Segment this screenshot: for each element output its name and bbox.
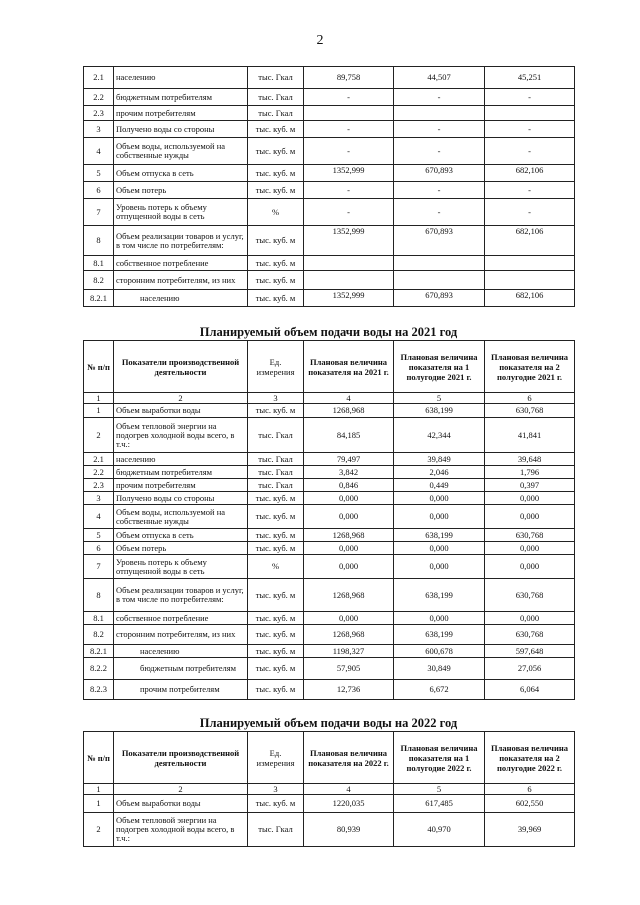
row-indicator: Объем воды, используемой на собственные нужды bbox=[114, 138, 248, 165]
row-indicator: Объем отпуска в сеть bbox=[114, 529, 248, 542]
row-value-h2: 39,648 bbox=[485, 453, 575, 466]
row-value-year: 1352,999 bbox=[304, 226, 394, 256]
header-number: № п/п bbox=[84, 732, 114, 784]
row-number: 2.3 bbox=[84, 106, 114, 121]
row-value-h1 bbox=[394, 106, 485, 121]
row-value-h2: 0,000 bbox=[485, 542, 575, 555]
row-value-h2: 45,251 bbox=[485, 67, 575, 89]
row-number: 2.1 bbox=[84, 67, 114, 89]
row-unit: тыс. куб. м bbox=[248, 182, 304, 199]
row-value-h2: - bbox=[485, 121, 575, 138]
row-indicator: населению bbox=[114, 290, 248, 307]
table-row bbox=[84, 256, 575, 271]
header-plan-year: Плановая величина показателя на 2021 г. bbox=[304, 341, 394, 393]
row-value-h1: 40,970 bbox=[394, 813, 485, 847]
row-unit: тыс. куб. м bbox=[248, 680, 304, 700]
row-number: 8 bbox=[84, 226, 114, 256]
row-value-h2: 0,000 bbox=[485, 505, 575, 529]
row-value-h1: - bbox=[394, 182, 485, 199]
row-number: 2 bbox=[84, 418, 114, 453]
header-indicator: Показатели производственной деятельности bbox=[114, 732, 248, 784]
row-value-h1: 30,849 bbox=[394, 658, 485, 680]
row-value-h2: 1,796 bbox=[485, 466, 575, 479]
row-value-h1: 0,000 bbox=[394, 505, 485, 529]
row-unit: тыс. куб. м bbox=[248, 290, 304, 307]
row-value-year bbox=[304, 256, 394, 271]
row-value-h1: 0,000 bbox=[394, 612, 485, 625]
row-number: 6 bbox=[84, 542, 114, 555]
row-value-year: 1352,999 bbox=[304, 290, 394, 307]
table-row bbox=[84, 645, 575, 658]
header-number: № п/п bbox=[84, 341, 114, 393]
table-row bbox=[84, 795, 575, 813]
row-value-h2: - bbox=[485, 138, 575, 165]
section-title-2022: Планируемый объем подачи воды на 2022 год bbox=[199, 716, 458, 730]
row-indicator: прочим потребителям bbox=[114, 680, 248, 700]
row-number: 1 bbox=[84, 795, 114, 813]
row-value-year: 1198,327 bbox=[304, 645, 394, 658]
row-value-h1: 638,199 bbox=[394, 625, 485, 645]
row-value-h1: 638,199 bbox=[394, 579, 485, 612]
header-unit: Ед. измерения bbox=[248, 341, 304, 393]
row-unit: тыс. куб. м bbox=[248, 505, 304, 529]
row-unit: % bbox=[248, 199, 304, 226]
table-row bbox=[84, 418, 575, 453]
row-unit: тыс. куб. м bbox=[248, 579, 304, 612]
row-value-h1: 600,678 bbox=[394, 645, 485, 658]
col-number: 6 bbox=[485, 784, 575, 795]
row-indicator: Объем воды, используемой на собственные нужды bbox=[114, 505, 248, 529]
row-value-year: 57,905 bbox=[304, 658, 394, 680]
row-indicator: Получено воды со стороны bbox=[114, 121, 248, 138]
row-value-h2: 602,550 bbox=[485, 795, 575, 813]
row-number: 8.2.2 bbox=[84, 658, 114, 680]
row-indicator: населению bbox=[114, 67, 248, 89]
row-indicator: Объем тепловой энергии на подогрев холодной воды всего, в т.ч.: bbox=[114, 813, 248, 847]
row-value-h1 bbox=[394, 271, 485, 290]
row-value-h1: 44,507 bbox=[394, 67, 485, 89]
row-unit: тыс. куб. м bbox=[248, 645, 304, 658]
row-unit: тыс. Гкал bbox=[248, 418, 304, 453]
row-value-h2: 41,841 bbox=[485, 418, 575, 453]
row-number: 2.2 bbox=[84, 89, 114, 106]
row-value-h1: - bbox=[394, 199, 485, 226]
row-value-year: 1268,968 bbox=[304, 404, 394, 418]
row-value-year: 12,736 bbox=[304, 680, 394, 700]
row-number: 8.2 bbox=[84, 271, 114, 290]
table-row bbox=[84, 555, 575, 579]
table-row bbox=[84, 182, 575, 199]
row-value-h2: 39,969 bbox=[485, 813, 575, 847]
row-value-h2 bbox=[485, 256, 575, 271]
table-row bbox=[84, 466, 575, 479]
row-value-h2: 682,106 bbox=[485, 290, 575, 307]
table-2022 bbox=[83, 731, 575, 847]
row-value-year: 3,842 bbox=[304, 466, 394, 479]
row-number: 4 bbox=[84, 505, 114, 529]
row-indicator: Объем реализации товаров и услуг, в том числе по потребителям: bbox=[114, 226, 248, 256]
row-indicator: бюджетным потребителям bbox=[114, 658, 248, 680]
row-number: 3 bbox=[84, 492, 114, 505]
row-value-year: 0,000 bbox=[304, 555, 394, 579]
col-number: 3 bbox=[248, 393, 304, 404]
row-value-year: - bbox=[304, 121, 394, 138]
row-unit: тыс. куб. м bbox=[248, 256, 304, 271]
row-value-h1: 670,893 bbox=[394, 290, 485, 307]
table-row bbox=[84, 290, 575, 307]
row-value-h2 bbox=[485, 271, 575, 290]
row-value-year: 1268,968 bbox=[304, 529, 394, 542]
row-unit: тыс. куб. м bbox=[248, 226, 304, 256]
table-row bbox=[84, 165, 575, 182]
row-unit: тыс. Гкал bbox=[248, 479, 304, 492]
row-number: 8 bbox=[84, 579, 114, 612]
row-value-h2: - bbox=[485, 199, 575, 226]
row-indicator: Объем потерь bbox=[114, 182, 248, 199]
row-indicator: сторонним потребителям, из них bbox=[114, 625, 248, 645]
col-number: 1 bbox=[84, 784, 114, 795]
row-value-h1: 0,000 bbox=[394, 492, 485, 505]
row-value-year: 0,000 bbox=[304, 542, 394, 555]
col-number: 4 bbox=[304, 784, 394, 795]
row-value-year: 0,000 bbox=[304, 505, 394, 529]
col-number: 3 bbox=[248, 784, 304, 795]
row-value-h1: 39,849 bbox=[394, 453, 485, 466]
row-value-h2: 682,106 bbox=[485, 226, 575, 256]
table-row bbox=[84, 199, 575, 226]
row-value-h1: 670,893 bbox=[394, 226, 485, 256]
section-title-2021: Планируемый объем подачи воды на 2021 год bbox=[199, 325, 458, 339]
row-unit: тыс. куб. м bbox=[248, 658, 304, 680]
row-indicator: бюджетным потребителям bbox=[114, 89, 248, 106]
table-row bbox=[84, 658, 575, 680]
row-value-h2: 630,768 bbox=[485, 625, 575, 645]
row-value-h2: 682,106 bbox=[485, 165, 575, 182]
row-value-h1: - bbox=[394, 121, 485, 138]
row-value-year: 1268,968 bbox=[304, 625, 394, 645]
row-value-h1: - bbox=[394, 138, 485, 165]
row-number: 6 bbox=[84, 182, 114, 199]
row-value-h1: 42,344 bbox=[394, 418, 485, 453]
table-row bbox=[84, 542, 575, 555]
row-value-year: 1220,035 bbox=[304, 795, 394, 813]
row-value-year: 1352,999 bbox=[304, 165, 394, 182]
row-unit: тыс. Гкал bbox=[248, 466, 304, 479]
row-unit: тыс. Гкал bbox=[248, 67, 304, 89]
row-value-year: 89,758 bbox=[304, 67, 394, 89]
row-value-year: 84,185 bbox=[304, 418, 394, 453]
table-row bbox=[84, 404, 575, 418]
row-value-h1: 0,000 bbox=[394, 542, 485, 555]
table-row bbox=[84, 138, 575, 165]
row-value-year: 0,000 bbox=[304, 492, 394, 505]
col-number: 5 bbox=[394, 393, 485, 404]
row-value-year: 1268,968 bbox=[304, 579, 394, 612]
row-number: 8.1 bbox=[84, 612, 114, 625]
row-indicator: собственное потребление bbox=[114, 612, 248, 625]
table-row bbox=[84, 453, 575, 466]
table-row bbox=[84, 529, 575, 542]
table-row bbox=[84, 121, 575, 138]
header-plan-h2: Плановая величина показателя на 2 полугодие 2021 г. bbox=[485, 341, 575, 393]
col-number: 1 bbox=[84, 393, 114, 404]
row-value-h1: - bbox=[394, 89, 485, 106]
row-unit: тыс. куб. м bbox=[248, 121, 304, 138]
row-indicator: Объем потерь bbox=[114, 542, 248, 555]
row-number: 5 bbox=[84, 165, 114, 182]
row-number: 2.1 bbox=[84, 453, 114, 466]
row-value-year: - bbox=[304, 138, 394, 165]
table-2021 bbox=[83, 340, 575, 700]
row-indicator: собственное потребление bbox=[114, 256, 248, 271]
header-plan-h1: Плановая величина показателя на 1 полугодие 2022 г. bbox=[394, 732, 485, 784]
row-unit: тыс. куб. м bbox=[248, 165, 304, 182]
row-unit: тыс. Гкал bbox=[248, 106, 304, 121]
table-2020-continued bbox=[83, 66, 575, 307]
row-value-year bbox=[304, 271, 394, 290]
row-number: 2.3 bbox=[84, 479, 114, 492]
row-number: 7 bbox=[84, 555, 114, 579]
row-value-h2: 0,397 bbox=[485, 479, 575, 492]
row-number: 3 bbox=[84, 121, 114, 138]
row-indicator: прочим потребителям bbox=[114, 479, 248, 492]
row-number: 2.2 bbox=[84, 466, 114, 479]
row-indicator: Уровень потерь к объему отпущенной воды в сеть bbox=[114, 199, 248, 226]
row-value-h1: 0,449 bbox=[394, 479, 485, 492]
col-number: 6 bbox=[485, 393, 575, 404]
table-row bbox=[84, 89, 575, 106]
row-value-h1: 638,199 bbox=[394, 404, 485, 418]
table-row bbox=[84, 106, 575, 121]
row-value-h1: 2,046 bbox=[394, 466, 485, 479]
row-unit: тыс. куб. м bbox=[248, 492, 304, 505]
row-value-h2: 630,768 bbox=[485, 579, 575, 612]
row-unit: тыс. куб. м bbox=[248, 612, 304, 625]
row-indicator: Объем реализации товаров и услуг, в том числе по потребителям: bbox=[114, 579, 248, 612]
row-value-year: 79,497 bbox=[304, 453, 394, 466]
row-number: 5 bbox=[84, 529, 114, 542]
row-indicator: прочим потребителям bbox=[114, 106, 248, 121]
table-row bbox=[84, 579, 575, 612]
row-indicator: населению bbox=[114, 645, 248, 658]
row-number: 7 bbox=[84, 199, 114, 226]
row-number: 8.2.1 bbox=[84, 290, 114, 307]
row-unit: тыс. куб. м bbox=[248, 529, 304, 542]
row-value-h2: 0,000 bbox=[485, 612, 575, 625]
row-number: 4 bbox=[84, 138, 114, 165]
col-number: 4 bbox=[304, 393, 394, 404]
row-value-year: - bbox=[304, 182, 394, 199]
row-indicator: Объем выработки воды bbox=[114, 404, 248, 418]
row-indicator: Получено воды со стороны bbox=[114, 492, 248, 505]
row-indicator: Уровень потерь к объему отпущенной воды в сеть bbox=[114, 555, 248, 579]
row-value-h2: 0,000 bbox=[485, 492, 575, 505]
row-value-h2: 630,768 bbox=[485, 404, 575, 418]
row-indicator: Объем выработки воды bbox=[114, 795, 248, 813]
row-value-year: - bbox=[304, 199, 394, 226]
row-number: 8.2.1 bbox=[84, 645, 114, 658]
row-indicator: Объем отпуска в сеть bbox=[114, 165, 248, 182]
table-row bbox=[84, 271, 575, 290]
table-row bbox=[84, 612, 575, 625]
row-value-h1: 670,893 bbox=[394, 165, 485, 182]
row-value-h2: 27,056 bbox=[485, 658, 575, 680]
row-indicator: бюджетным потребителям bbox=[114, 466, 248, 479]
row-unit: тыс. куб. м bbox=[248, 625, 304, 645]
row-value-year bbox=[304, 106, 394, 121]
row-unit: тыс. Гкал bbox=[248, 89, 304, 106]
row-value-h1: 617,485 bbox=[394, 795, 485, 813]
row-number: 8.2.3 bbox=[84, 680, 114, 700]
header-indicator: Показатели производственной деятельности bbox=[114, 341, 248, 393]
table-row bbox=[84, 505, 575, 529]
row-value-year: 0,000 bbox=[304, 612, 394, 625]
header-plan-year: Плановая величина показателя на 2022 г. bbox=[304, 732, 394, 784]
row-indicator: сторонним потребителям, из них bbox=[114, 271, 248, 290]
page-number: 2 bbox=[316, 33, 324, 48]
table-row bbox=[84, 479, 575, 492]
row-value-h2: - bbox=[485, 89, 575, 106]
row-unit: тыс. куб. м bbox=[248, 542, 304, 555]
table-row bbox=[84, 625, 575, 645]
row-unit: тыс. куб. м bbox=[248, 795, 304, 813]
row-value-h2: 597,648 bbox=[485, 645, 575, 658]
table-row bbox=[84, 813, 575, 847]
table-row bbox=[84, 226, 575, 256]
row-value-year: 0,846 bbox=[304, 479, 394, 492]
table-row bbox=[84, 67, 575, 89]
header-plan-h2: Плановая величина показателя на 2 полугодие 2022 г. bbox=[485, 732, 575, 784]
row-unit: тыс. Гкал bbox=[248, 813, 304, 847]
row-value-h2: 6,064 bbox=[485, 680, 575, 700]
row-value-h1: 0,000 bbox=[394, 555, 485, 579]
row-value-h1: 6,672 bbox=[394, 680, 485, 700]
row-unit: % bbox=[248, 555, 304, 579]
col-number: 2 bbox=[114, 393, 248, 404]
row-indicator: Объем тепловой энергии на подогрев холодной воды всего, в т.ч.: bbox=[114, 418, 248, 453]
col-number: 5 bbox=[394, 784, 485, 795]
header-plan-h1: Плановая величина показателя на 1 полугодие 2021 г. bbox=[394, 341, 485, 393]
row-unit: тыс. Гкал bbox=[248, 453, 304, 466]
table-row bbox=[84, 492, 575, 505]
row-value-h1 bbox=[394, 256, 485, 271]
row-value-year: - bbox=[304, 89, 394, 106]
row-number: 1 bbox=[84, 404, 114, 418]
row-unit: тыс. куб. м bbox=[248, 271, 304, 290]
row-number: 8.2 bbox=[84, 625, 114, 645]
row-value-h1: 638,199 bbox=[394, 529, 485, 542]
row-value-h2 bbox=[485, 106, 575, 121]
row-value-year: 80,939 bbox=[304, 813, 394, 847]
header-unit: Ед. измерения bbox=[248, 732, 304, 784]
row-number: 2 bbox=[84, 813, 114, 847]
row-value-h2: 630,768 bbox=[485, 529, 575, 542]
row-number: 8.1 bbox=[84, 256, 114, 271]
row-value-h2: - bbox=[485, 182, 575, 199]
row-unit: тыс. куб. м bbox=[248, 404, 304, 418]
row-value-h2: 0,000 bbox=[485, 555, 575, 579]
table-row bbox=[84, 680, 575, 700]
row-unit: тыс. куб. м bbox=[248, 138, 304, 165]
row-indicator: населению bbox=[114, 453, 248, 466]
col-number: 2 bbox=[114, 784, 248, 795]
